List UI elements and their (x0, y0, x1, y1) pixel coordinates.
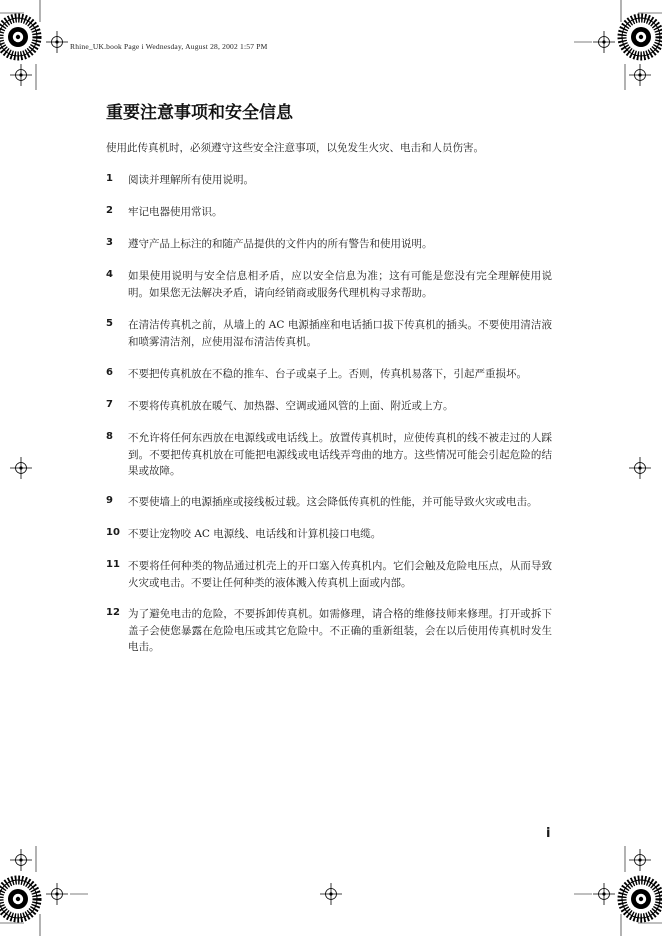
registration-mark-top-left (0, 0, 68, 90)
item-text: 不要将任何种类的物品通过机壳上的开口塞入传真机内。它们会触及危险电压点，从而导致火灾或电击。不要让任何种类的液体溅入传真机上面或内部。 (128, 560, 552, 589)
item-text: 不要使墙上的电源插座或接线板过载。这会降低传真机的性能，并可能导致火灾或电击。 (128, 496, 538, 508)
item-number: 1 (106, 173, 113, 184)
item-text: 不要将传真机放在暖气、加热器、空调或通风管的上面、附近或上方。 (128, 400, 454, 412)
registration-mark-middle-left (10, 457, 32, 479)
list-item-8 (106, 430, 552, 480)
list-item-6 (106, 366, 552, 383)
list-item-7 (106, 398, 552, 415)
item-number: 4 (106, 269, 113, 280)
item-text: 不允许将任何东西放在电源线或电话线上。放置传真机时，应使传真机的线不被走过的人踩到。不要把传真机放在可能把电源线或电话线弄弯曲的地方。这些情况可能会引起危险的结果或故障。 (128, 432, 552, 477)
item-text: 为了避免电击的危险，不要拆卸传真机。如需修理，请合格的维修技师来修理。打开或拆下盖子会使您暴露在危险电压或其它危险中。不正确的重新组装，会在以后使用传真机时发生电击。 (128, 608, 552, 653)
item-text: 遵守产品上标注的和随产品提供的文件内的所有警告和使用说明。 (128, 238, 433, 250)
registration-mark-top-right (574, 0, 662, 90)
item-text: 牢记电器使用常识。 (128, 206, 223, 218)
item-text: 不要把传真机放在不稳的推车、台子或桌子上。否则，传真机易落下，引起严重损坏。 (128, 368, 527, 380)
list-item-4 (106, 268, 552, 301)
list-item-1 (106, 172, 552, 189)
item-number: 12 (106, 607, 120, 618)
item-number: 10 (106, 527, 120, 538)
item-number: 8 (106, 431, 113, 442)
proof-header-line: Rhine_UK.book Page i Wednesday, August 28, 2002 1:57 PM (70, 42, 268, 51)
list-item-2 (106, 204, 552, 221)
item-number: 3 (106, 237, 113, 248)
list-item-10 (106, 526, 552, 543)
item-number: 2 (106, 205, 113, 216)
item-number: 6 (106, 367, 113, 378)
intro-paragraph: 使用此传真机时，必须遵守这些安全注意事项，以免发生火灾、电击和人员伤害。 (106, 142, 484, 154)
item-number: 5 (106, 318, 113, 329)
item-number: 7 (106, 399, 113, 410)
list-item-3 (106, 236, 552, 253)
list-item-5 (106, 317, 552, 350)
item-text: 如果使用说明与安全信息相矛盾，应以安全信息为准；这有可能是您没有完全理解使用说明。如果您无法解决矛盾，请向经销商或服务代理机构寻求帮助。 (128, 270, 552, 299)
registration-mark-middle-right (629, 457, 651, 479)
registration-mark-bottom-left (0, 846, 88, 936)
list-item-12 (106, 606, 552, 656)
item-text: 不要让宠物咬 AC 电源线、电话线和计算机接口电缆。 (128, 528, 382, 540)
registration-mark-bottom-center (320, 883, 342, 905)
item-text: 在清洁传真机之前，从墙上的 AC 电源插座和电话插口拔下传真机的插头。不要使用清洁液和喷雾清洁剂，应使用湿布清洁传真机。 (128, 319, 552, 348)
list-item-9 (106, 494, 552, 511)
page-title: 重要注意事项和安全信息 (106, 103, 293, 123)
item-number: 9 (106, 495, 113, 506)
registration-mark-bottom-right (574, 846, 662, 936)
item-text: 阅读并理解所有使用说明。 (128, 174, 254, 186)
item-number: 11 (106, 559, 120, 570)
page-number: i (546, 826, 551, 841)
list-item-11 (106, 558, 552, 591)
